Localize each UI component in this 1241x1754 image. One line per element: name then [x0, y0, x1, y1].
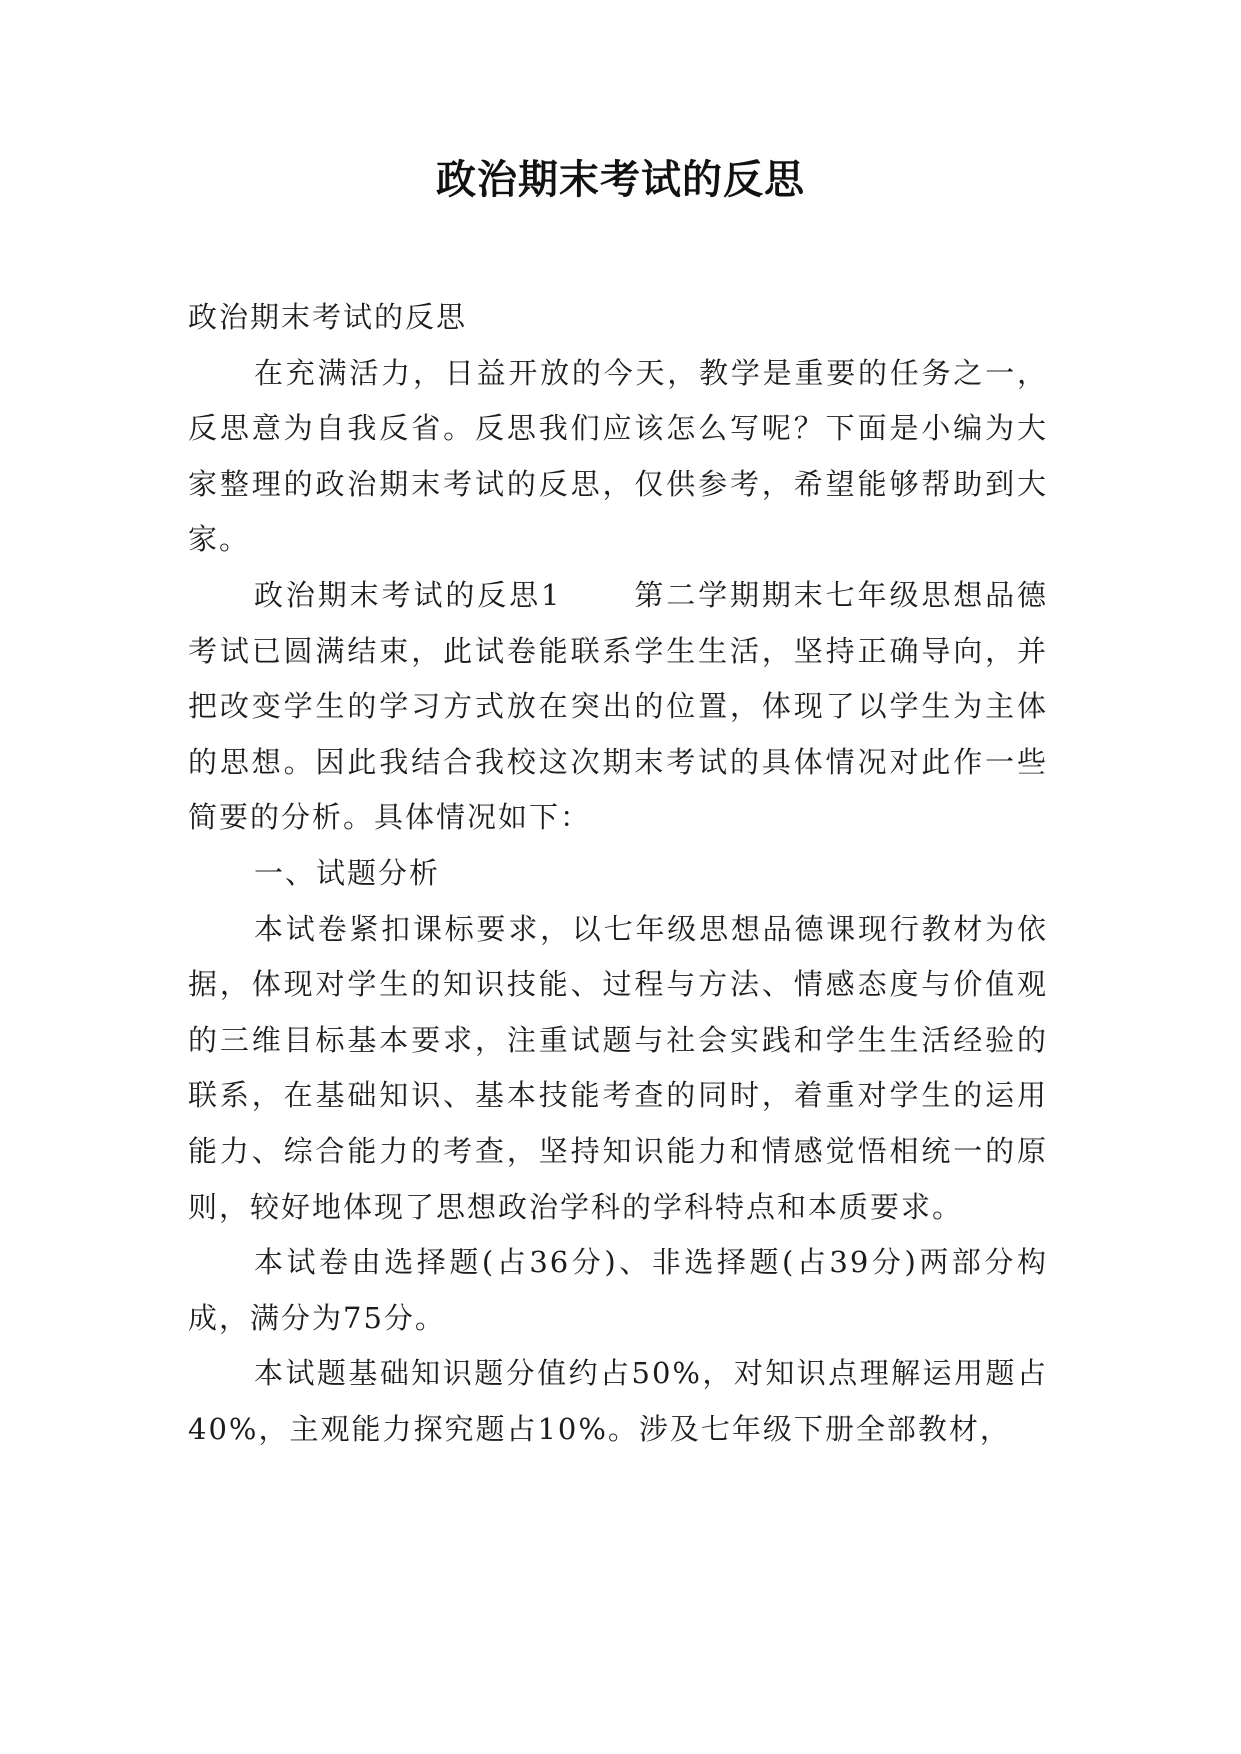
- section-1-text: 第二学期期末七年级思想品德考试已圆满结束，此试卷能联系学生生活，坚持正确导向，并把改变学生的学习方式放在突出的位置，体现了以学生为主体的思想。因此我结合我校这次期末考试的具体情况对此作一些简要的分析。具体情况如下：: [188, 577, 1048, 835]
- paragraph-intro: 在充满活力，日益开放的今天，教学是重要的任务之一，反思意为自我反省。反思我们应该怎么写呢？下面是小编为大家整理的政治期末考试的反思，仅供参考，希望能够帮助到大家。: [188, 355, 1048, 557]
- paragraph-distribution: 本试题基础知识题分值约占50%，对知识点理解运用题占40%，主观能力探究题占10%。涉及七年级下册全部教材，: [188, 1356, 1048, 1446]
- paragraph-heading-analysis: 一、试题分析: [254, 855, 441, 890]
- document-title: 政治期末考试的反思: [436, 156, 805, 203]
- paragraph-analysis: 本试卷紧扣课标要求，以七年级思想品德课现行教材为依据，体现对学生的知识技能、过程与方法、情感态度与价值观的三维目标基本要求，注重试题与社会实践和学生生活经验的联系，在基础知识、基本技能考查的同时，着重对学生的运用能力、综合能力的考查，坚持知识能力和情感觉悟相统一的原则，较好地体现了思想政治学科的学科特点和本质要求。: [188, 911, 1048, 1224]
- document-body: [188, 290, 1048, 1457]
- section-heading-1: 政治期末考试的反思1: [254, 577, 562, 612]
- paragraph-composition: 本试卷由选择题(占36分)、非选择题(占39分)两部分构成，满分为75分。: [188, 1245, 1048, 1335]
- paragraph-section-1: [188, 568, 1048, 846]
- paragraph-subtitle: 政治期末考试的反思: [188, 300, 468, 334]
